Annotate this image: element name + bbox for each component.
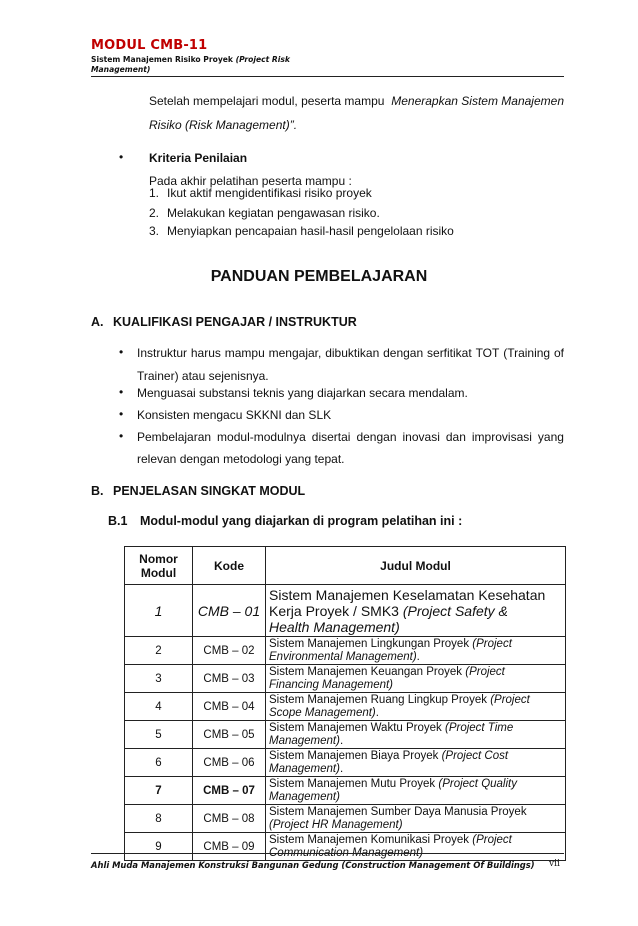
judul-plain: Sistem Manajemen Lingkungan Proyek	[269, 637, 473, 650]
kriteria-item-text: Menyiapkan pencapaian hasil-hasil pengelolaan risiko	[167, 224, 454, 238]
bullet-1-word: harus	[190, 346, 221, 360]
section-a-bullet-1-line-2: Trainer) atau sejenisnya.	[137, 369, 269, 383]
module-subtitle-plain: Sistem Manajemen Risiko Proyek	[91, 55, 236, 64]
kriteria-item-number: 2.	[149, 206, 160, 220]
table-row	[125, 665, 566, 693]
judul-plain: Sistem Manajemen Waktu Proyek	[269, 721, 445, 734]
table-row	[125, 693, 566, 721]
bullet-4-word: Pembelajaran	[137, 430, 212, 444]
bullet-a4: •	[119, 429, 124, 443]
kriteria-item-1	[149, 186, 372, 200]
section-a-bullet-2: Menguasai substansi teknis yang diajarkan secara mendalam.	[137, 386, 468, 400]
intro-line-2: Risiko (Risk Management)”.	[149, 118, 298, 132]
judul-italic-2: (Project HR Management)	[269, 818, 403, 831]
section-a-bullet-1-line-1	[137, 346, 564, 360]
judul-end: .	[339, 762, 344, 775]
section-a-bullet-4-line-2: relevan dengan metodologi yang tepat.	[137, 452, 345, 466]
bullet-4-word: disertai	[311, 430, 351, 444]
module-table	[124, 546, 566, 861]
judul-line-2-plain: Kerja Proyek / SMK3	[269, 602, 403, 619]
intro-line-1-plain: Setelah mempelajari modul, peserta mampu	[149, 94, 385, 108]
cell-kode: CMB – 02	[193, 637, 266, 665]
cell-judul	[266, 833, 566, 861]
judul-plain: Sistem Manajemen Biaya Proyek	[269, 749, 442, 762]
cell-no: 9	[125, 833, 193, 861]
table-row	[125, 637, 566, 665]
cell-kode: CMB – 03	[193, 665, 266, 693]
cell-kode: CMB – 07	[193, 777, 266, 805]
judul-line-3-italic: Health Management)	[269, 618, 400, 635]
bullet-4-word: dan	[445, 430, 466, 444]
kriteria-item-text: Ikut aktif mengidentifikasi risiko proyek	[167, 186, 372, 200]
judul-end: .	[339, 734, 344, 747]
bullet-4-word: dengan	[356, 430, 397, 444]
table-row	[125, 721, 566, 749]
header-nomor-line-1: Nomor	[139, 551, 178, 566]
judul-italic-1: (Project Quality	[438, 777, 517, 790]
header-divider	[91, 76, 564, 77]
bullet-1-word: dibuktikan	[325, 346, 380, 360]
judul-italic-2: Management)	[269, 734, 340, 747]
footer-text: Ahli Muda Manajemen Konstruksi Bangunan Gedung (Construction Management Of Buildings)	[91, 860, 535, 870]
bullet-1-word: serfitikat	[427, 346, 472, 360]
judul-italic-1: (Project	[465, 665, 505, 678]
kriteria-item-number: 1.	[149, 186, 160, 200]
judul-end: .	[375, 706, 379, 719]
judul-italic-2: Management)	[269, 790, 340, 803]
cell-no: 1	[125, 585, 193, 637]
cell-judul	[266, 585, 566, 637]
kriteria-item-text: Melakukan kegiatan pengawasan risiko.	[167, 206, 380, 220]
cell-kode: CMB – 05	[193, 721, 266, 749]
table-row	[125, 749, 566, 777]
bullet-4-word: inovasi	[402, 430, 440, 444]
intro-line-1	[149, 94, 564, 108]
header-judul: Judul Modul	[266, 547, 566, 585]
cell-no: 8	[125, 805, 193, 833]
section-a-bullet-4-line-1	[137, 430, 564, 444]
section-a-label: A.	[91, 315, 104, 329]
module-subtitle-italic-1: (Project Risk	[235, 55, 290, 64]
page-number: vii	[549, 859, 560, 869]
judul-italic-2: Communication Management)	[269, 846, 424, 859]
table-header-row	[125, 547, 566, 585]
cell-kode: CMB – 09	[193, 833, 266, 861]
kriteria-heading: Kriteria Penilaian	[149, 151, 248, 165]
header-nomor-line-2: Modul	[140, 565, 177, 580]
table-row	[125, 833, 566, 861]
cell-no: 7	[125, 777, 193, 805]
intro-line-1-italic: Menerapkan Sistem Manajemen	[391, 94, 564, 108]
judul-plain: Sistem Manajemen Sumber Daya Manusia Proyek	[269, 805, 527, 818]
bullet-1-word: mengajar,	[268, 346, 322, 360]
cell-no: 5	[125, 721, 193, 749]
kriteria-bullet: •	[119, 150, 124, 164]
table-row	[125, 585, 566, 637]
bullet-1-word: TOT	[475, 346, 500, 360]
judul-end: .	[416, 650, 420, 663]
table-row	[125, 777, 566, 805]
section-a-title: KUALIFIKASI PENGAJAR / INSTRUKTUR	[113, 315, 357, 329]
kriteria-item-number: 3.	[149, 224, 160, 238]
bullet-4-word: improvisasi	[471, 430, 532, 444]
bullet-1-word: mampu	[224, 346, 265, 360]
section-a-bullet-3: Konsisten mengacu SKKNI dan SLK	[137, 408, 332, 422]
judul-plain: Sistem Manajemen Mutu Proyek	[269, 777, 439, 790]
bullet-a1: •	[119, 345, 124, 359]
bullet-4-word: modul-modulnya	[217, 430, 306, 444]
section-b1-title: Modul-modul yang diajarkan di program pelatihan ini :	[140, 514, 463, 528]
bullet-1-word: dengan	[383, 346, 424, 360]
header-kode: Kode	[193, 547, 266, 585]
bullet-4-word: yang	[537, 430, 564, 444]
module-subtitle-italic-2: Management)	[91, 65, 151, 74]
cell-judul	[266, 749, 566, 777]
cell-judul	[266, 665, 566, 693]
judul-line-2-italic: (Project Safety &	[402, 602, 508, 619]
module-title: MODUL CMB-11	[91, 38, 208, 53]
cell-no: 4	[125, 693, 193, 721]
section-b-label: B.	[91, 484, 104, 498]
kriteria-lead: Pada akhir pelatihan peserta mampu :	[149, 174, 352, 188]
cell-judul	[266, 805, 566, 833]
kriteria-item-3	[149, 224, 454, 238]
cell-no: 6	[125, 749, 193, 777]
judul-italic-1: (Project Cost	[441, 749, 509, 762]
judul-italic-2: Environmental Management)	[269, 650, 417, 663]
judul-italic-2: Scope Management)	[269, 706, 376, 719]
module-subtitle	[91, 55, 331, 75]
section-b-title: PENJELASAN SINGKAT MODUL	[113, 484, 306, 498]
cell-judul	[266, 693, 566, 721]
cell-judul	[266, 721, 566, 749]
cell-judul	[266, 777, 566, 805]
judul-italic-2: Financing Management)	[269, 678, 394, 691]
kriteria-item-2	[149, 206, 380, 220]
cell-kode: CMB – 04	[193, 693, 266, 721]
judul-plain: Sistem Manajemen Keuangan Proyek	[269, 665, 466, 678]
footer-divider	[91, 853, 564, 854]
bullet-1-word: Instruktur	[137, 346, 188, 360]
section-main-title: PANDUAN PEMBELAJARAN	[210, 268, 428, 285]
bullet-1-word: of	[553, 346, 564, 360]
header-nomor	[125, 547, 193, 585]
table-row	[125, 805, 566, 833]
cell-judul	[266, 637, 566, 665]
cell-kode: CMB – 06	[193, 749, 266, 777]
judul-italic-1: (Project Time	[444, 721, 514, 734]
bullet-1-word: (Training	[503, 346, 551, 360]
judul-plain: Sistem Manajemen Ruang Lingkup Proyek	[269, 693, 491, 706]
bullet-a2: •	[119, 385, 124, 399]
judul-italic-1: (Project	[472, 637, 512, 650]
cell-kode: CMB – 08	[193, 805, 266, 833]
section-b1-label: B.1	[108, 514, 128, 528]
bullet-a3: •	[119, 407, 124, 421]
judul-plain: Sistem Manajemen Komunikasi Proyek	[269, 833, 473, 846]
cell-kode: CMB – 01	[193, 585, 266, 637]
judul-line-1: Sistem Manajemen Keselamatan Kesehatan	[269, 586, 546, 603]
judul-italic-1: (Project	[490, 693, 530, 706]
cell-no: 2	[125, 637, 193, 665]
cell-no: 3	[125, 665, 193, 693]
judul-italic-1: (Project	[472, 833, 512, 846]
judul-italic-2: Management)	[269, 762, 340, 775]
